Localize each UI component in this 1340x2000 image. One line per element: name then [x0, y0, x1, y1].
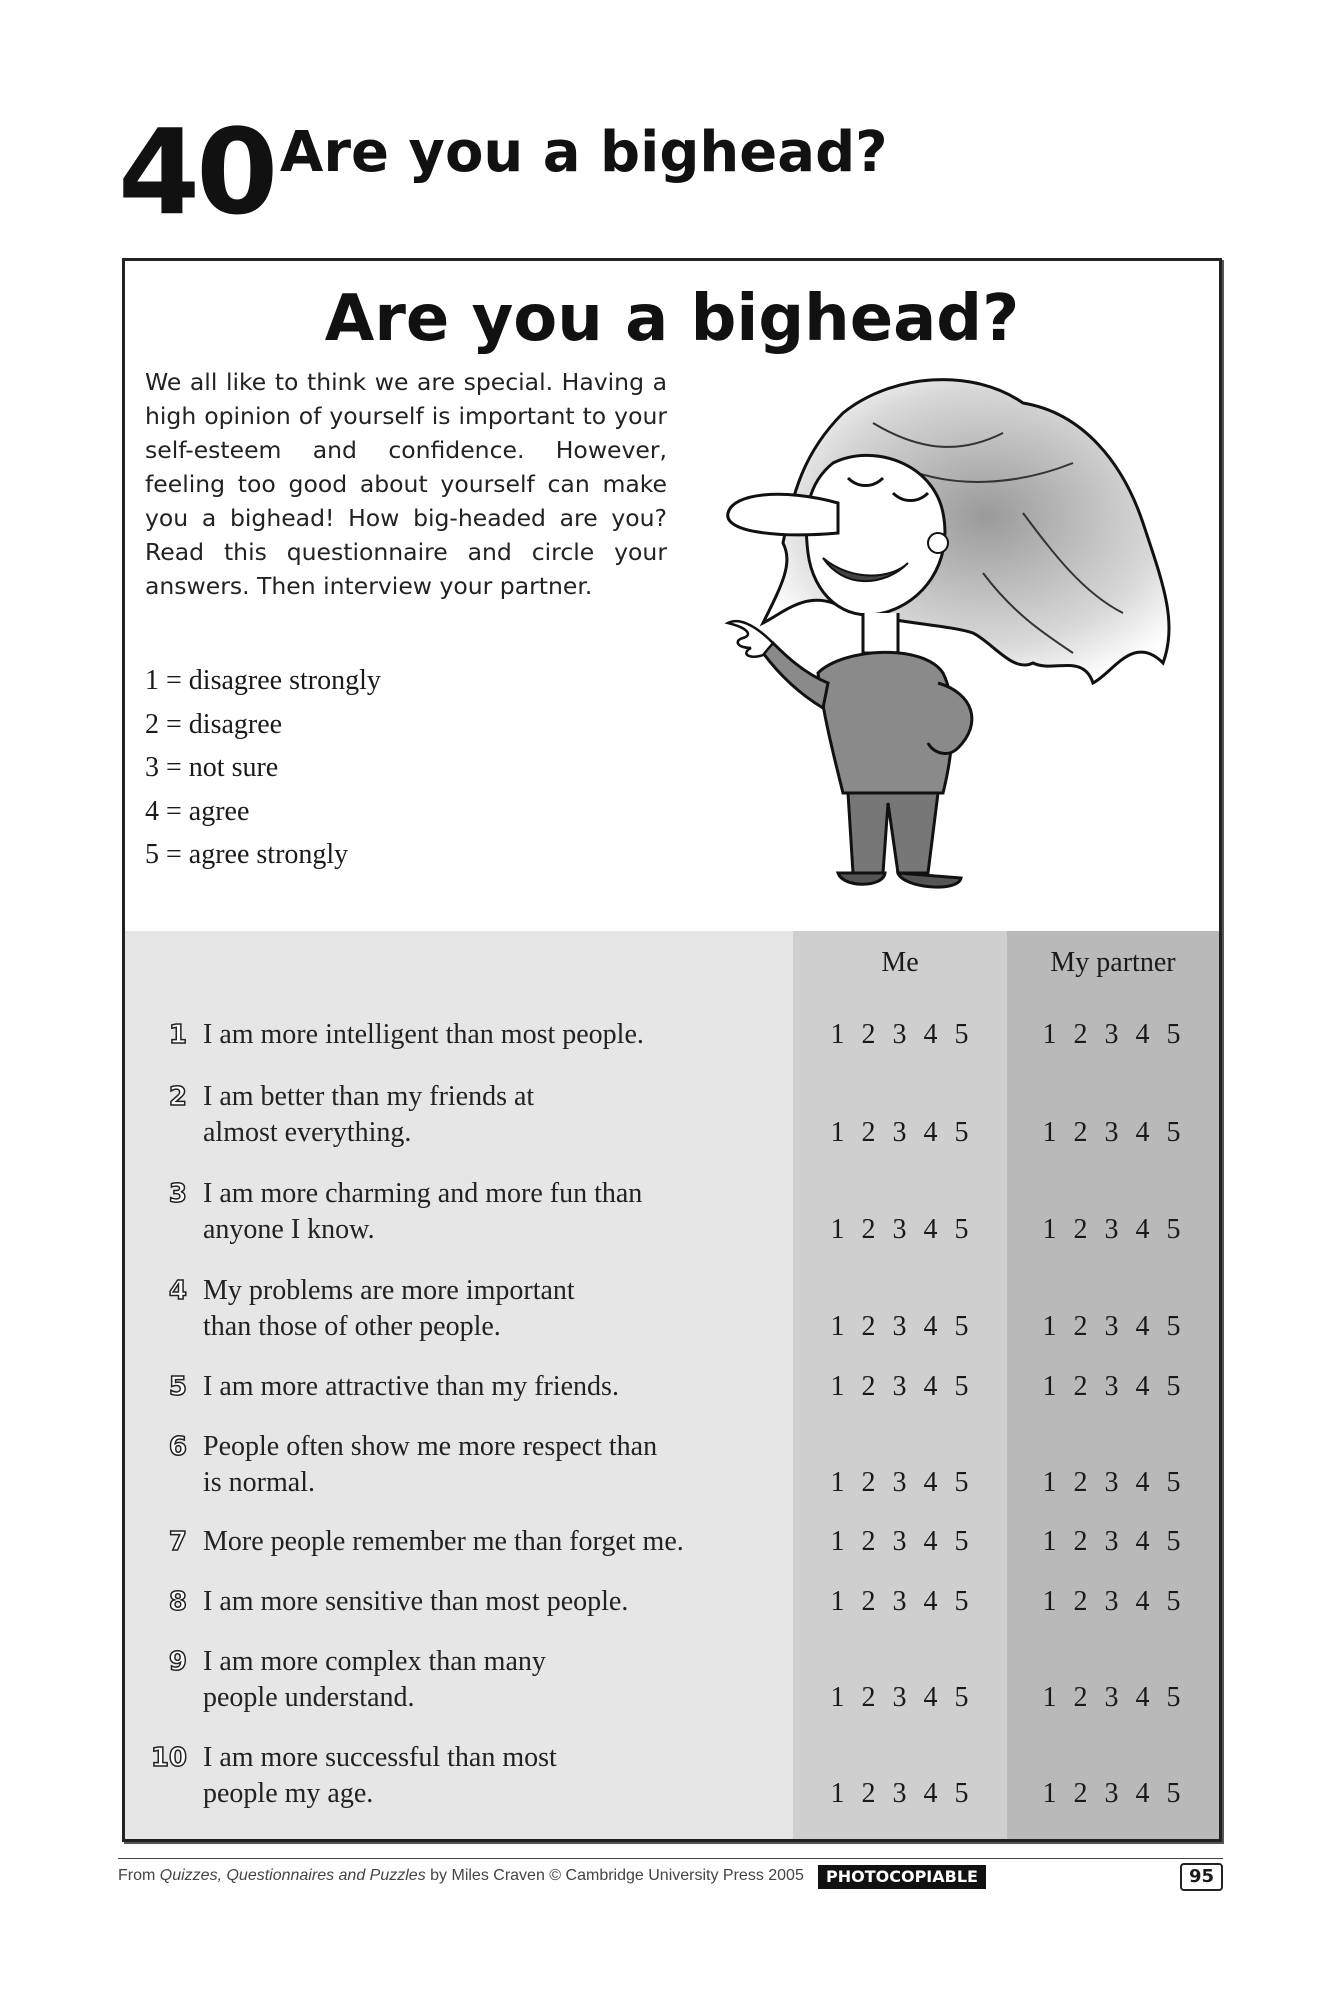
rating-partner[interactable]: 1 2 3 4 5: [1042, 1778, 1182, 1809]
footer-suffix: by Miles Craven © Cambridge University Press 2005: [425, 1867, 804, 1884]
scale-item: 1 = disagree strongly: [145, 665, 381, 696]
question-number: 9: [168, 1647, 187, 1677]
page-footer: [118, 1858, 1223, 1893]
rating-partner[interactable]: 1 2 3 4 5: [1042, 1117, 1182, 1148]
rating-partner[interactable]: 1 2 3 4 5: [1042, 1311, 1182, 1342]
cartoon-bighead-illustration: [723, 373, 1193, 893]
rating-me[interactable]: 1 2 3 4 5: [830, 1371, 970, 1402]
footer-prefix: From: [118, 1867, 160, 1884]
column-header-partner: My partner: [1050, 947, 1176, 978]
rating-me[interactable]: 1 2 3 4 5: [830, 1586, 970, 1617]
question-text: My problems are more important: [203, 1275, 575, 1306]
question-text-continued: than those of other people.: [203, 1311, 501, 1342]
question-text: I am more sensitive than most people.: [203, 1586, 629, 1617]
worksheet-title: Are you a bighead?: [324, 282, 1020, 356]
question-text-continued: is normal.: [203, 1467, 315, 1498]
question-number: 6: [168, 1432, 187, 1462]
question-number: 7: [168, 1527, 187, 1557]
unit-number: 40: [118, 103, 275, 241]
questionnaire-table: [125, 931, 1219, 1839]
question-number: 3: [168, 1179, 187, 1209]
rating-me[interactable]: 1 2 3 4 5: [830, 1467, 970, 1498]
question-number: 2: [168, 1082, 187, 1112]
rating-me[interactable]: 1 2 3 4 5: [830, 1311, 970, 1342]
unit-title: Are you a bighead?: [280, 120, 888, 185]
rating-me[interactable]: 1 2 3 4 5: [830, 1117, 970, 1148]
rating-scale-legend: [145, 659, 381, 877]
rating-me[interactable]: 1 2 3 4 5: [830, 1019, 970, 1050]
question-text: I am more complex than many: [203, 1646, 546, 1677]
question-number: 8: [168, 1587, 187, 1617]
rating-partner[interactable]: 1 2 3 4 5: [1042, 1526, 1182, 1557]
photocopiable-badge: PHOTOCOPIABLE: [818, 1865, 986, 1889]
rating-partner[interactable]: 1 2 3 4 5: [1042, 1467, 1182, 1498]
question-text: More people remember me than forget me.: [203, 1526, 684, 1557]
question-number: 4: [168, 1276, 187, 1306]
rating-partner[interactable]: 1 2 3 4 5: [1042, 1019, 1182, 1050]
question-text: I am better than my friends at: [203, 1081, 535, 1112]
rating-me[interactable]: 1 2 3 4 5: [830, 1778, 970, 1809]
intro-paragraph: We all like to think we are special. Having a high opinion of yourself is important to your self-esteem and confidence. However, feeling too good about yourself can make you a bighead! How big-headed are you? Read this questionnaire and circle your answers. Then interview your partner.: [145, 368, 667, 600]
unit-header: [118, 103, 1118, 241]
rating-me[interactable]: 1 2 3 4 5: [830, 1214, 970, 1245]
column-header-me: Me: [881, 947, 919, 978]
question-text-continued: people my age.: [203, 1778, 374, 1809]
page-number: 95: [1180, 1863, 1223, 1891]
question-text: People often show me more respect than: [203, 1431, 658, 1462]
rating-partner[interactable]: 1 2 3 4 5: [1042, 1214, 1182, 1245]
footer-book-title: Quizzes, Questionnaires and Puzzles: [159, 1867, 426, 1884]
question-number: 1: [168, 1020, 187, 1050]
question-number: 10: [150, 1743, 187, 1773]
question-text: I am more successful than most: [203, 1742, 557, 1773]
question-number: 5: [168, 1372, 187, 1402]
rating-me[interactable]: 1 2 3 4 5: [830, 1682, 970, 1713]
scale-item: 5 = agree strongly: [145, 839, 349, 870]
rating-partner[interactable]: 1 2 3 4 5: [1042, 1682, 1182, 1713]
question-text-continued: almost everything.: [203, 1117, 412, 1148]
question-text: I am more intelligent than most people.: [203, 1019, 644, 1050]
footer-citation: [118, 1867, 804, 1885]
rating-partner[interactable]: 1 2 3 4 5: [1042, 1586, 1182, 1617]
scale-item: 3 = not sure: [145, 752, 279, 783]
question-text-continued: anyone I know.: [203, 1214, 375, 1245]
question-text: I am more attractive than my friends.: [203, 1371, 619, 1402]
worksheet-panel: [122, 258, 1222, 1842]
question-text: I am more charming and more fun than: [203, 1178, 643, 1209]
question-text-continued: people understand.: [203, 1682, 415, 1713]
scale-item: 2 = disagree: [145, 708, 283, 740]
scale-item: 4 = agree: [145, 795, 250, 827]
rating-me[interactable]: 1 2 3 4 5: [830, 1526, 970, 1557]
rating-partner[interactable]: 1 2 3 4 5: [1042, 1371, 1182, 1402]
